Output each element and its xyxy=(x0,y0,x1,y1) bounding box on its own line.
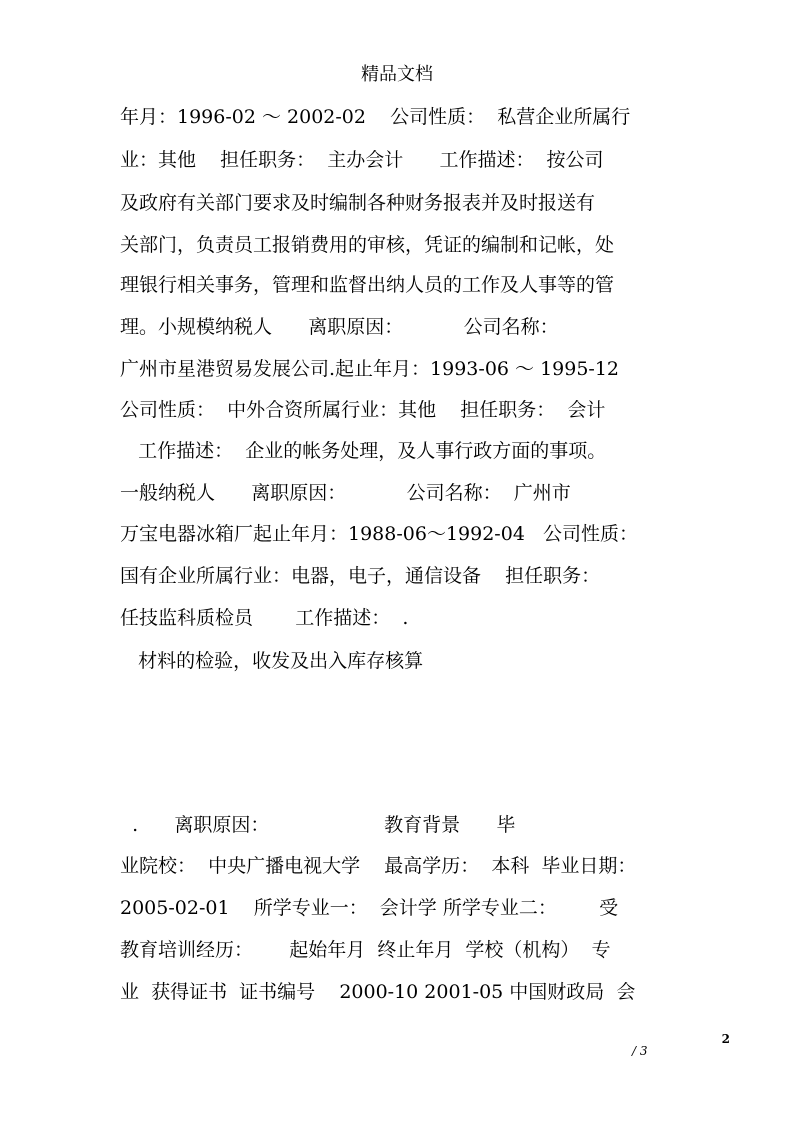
text-line: 材料的检验，收发及出入库存核算 xyxy=(120,650,424,672)
text-line: 任技监科质检员 工作描述： . xyxy=(120,607,409,629)
text-line: 国有企业所属行业：电器，电子，通信设备 担任职务： xyxy=(120,565,601,587)
text-line: 年月：1996-02 ～ 2002-02 公司性质： 私营企业所属行 xyxy=(120,106,631,128)
page-header-title: 精品文档 xyxy=(361,64,433,85)
text-line: 广州市星港贸易发展公司.起止年月：1993-06 ～ 1995-12 xyxy=(120,358,620,380)
text-line: 业院校： 中央广播电视大学 最高学历： 本科 毕业日期： xyxy=(120,855,637,877)
page-number: 2 xyxy=(721,1032,730,1046)
text-line: 理。小规模纳税人 离职原因： 公司名称： xyxy=(120,316,559,338)
text-line: 业：其他 担任职务： 主办会计 工作描述： 按公司 xyxy=(120,149,604,171)
page-total: / 3 xyxy=(632,1044,648,1058)
text-line: 业 获得证书 证书编号 2000-10 2001-05 中国财政局 会 xyxy=(120,981,636,1003)
text-line: 2005-02-01 所学专业一： 会计学 所学专业二： 受 xyxy=(120,897,619,919)
text-line: 理银行相关事务，管理和监督出纳人员的工作及人事等的管 xyxy=(120,274,615,296)
text-line: 教育培训经历： 起始年月 终止年月 学校（机构） 专 xyxy=(120,939,611,961)
text-line: 公司性质： 中外合资所属行业：其他 担任职务： 会计 xyxy=(120,399,606,421)
text-line: 及政府有关部门要求及时编制各种财务报表并及时报送有 xyxy=(120,192,596,214)
text-line: 工作描述： 企业的帐务处理，及人事行政方面的事项。 xyxy=(120,440,607,462)
text-line: . 离职原因： 教育背景 毕 xyxy=(120,814,516,836)
text-line: 关部门，负责员工报销费用的审核，凭证的编制和记帐，处 xyxy=(120,234,615,256)
text-line: 万宝电器冰箱厂起止年月：1988-06～1992-04 公司性质： xyxy=(120,523,639,545)
text-line: 一般纳税人 离职原因： 公司名称： 广州市 xyxy=(120,482,571,504)
